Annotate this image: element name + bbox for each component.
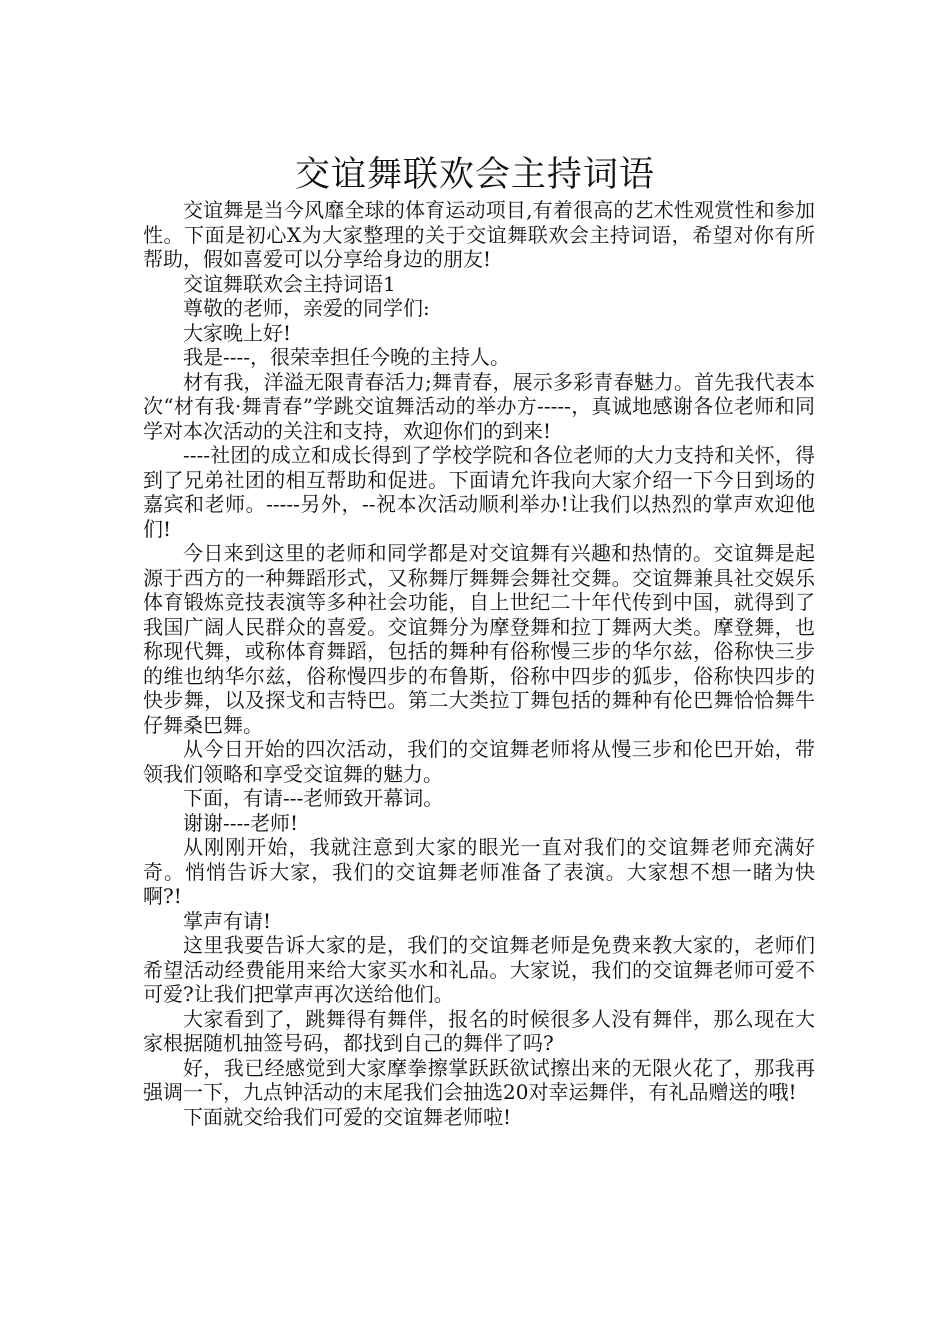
paragraph: 掌声有请! [183, 908, 272, 933]
document-body [143, 198, 815, 1129]
paragraph: 下面就交给我们可爱的交谊舞老师啦! [183, 1104, 512, 1129]
paragraph: 从刚刚开始，我就注意到大家的眼光一直对我们的交谊舞老师充满好奇。悄悄告诉大家，我们的交谊舞老师准备了表演。大家想不想一睹为快啊?! [143, 835, 815, 908]
paragraph: 大家晚上好! [183, 320, 292, 345]
paragraph: 我是----，很荣幸担任今晚的主持人。 [183, 345, 511, 369]
paragraph: 交谊舞是当今风靡全球的体育运动项目,有着很高的艺术性观赏性和参加性。下面是初心X为大家整理的关于交谊舞联欢会主持词语，希望对你有所帮助，假如喜爱可以分享给身边的朋友! [143, 198, 815, 271]
paragraph: 下面，有请---老师致开幕词。 [183, 786, 444, 810]
document-title: 交谊舞联欢会主持词语 [294, 155, 655, 196]
paragraph: 谢谢----老师! [183, 810, 299, 835]
paragraph: 材有我，洋溢无限青春活力;舞青春，展示多彩青春魅力。首先我代表本次“材有我·舞青春”学跳交谊舞活动的举办方-----，真诚地感谢各位老师和同学对本次活动的关注和支持，欢迎你们的到来! [143, 369, 815, 443]
paragraph: 尊敬的老师，亲爱的同学们: [183, 296, 430, 320]
paragraph: 从今日开始的四次活动，我们的交谊舞老师将从慢三步和伦巴开始，带领我们领略和享受交谊舞的魅力。 [143, 737, 815, 786]
paragraph: 这里我要告诉大家的是，我们的交谊舞老师是免费来教大家的，老师们希望活动经费能用来给大家买水和礼品。大家说，我们的交谊舞老师可爱不可爱?让我们把掌声再次送给他们。 [143, 933, 815, 1006]
paragraph: 交谊舞联欢会主持词语1 [183, 271, 396, 296]
paragraph: ----社团的成立和成长得到了学校学院和各位老师的大力支持和关怀，得到了兄弟社团的相互帮助和促进。下面请允许我向大家介绍一下今日到场的嘉宾和老师。-----另外，--祝本次活动顺利举办!让我们以热烈的掌声欢迎他们! [143, 443, 815, 541]
paragraph: 今日来到这里的老师和同学都是对交谊舞有兴趣和热情的。交谊舞是起源于西方的一种舞蹈形式，又称舞厅舞舞会舞社交舞。交谊舞兼具社交娱乐体育锻炼竞技表演等多种社会功能，自上世纪二十年代传到中国，就得到了我国广阔人民群众的喜爱。交谊舞分为摩登舞和拉丁舞两大类。摩登舞，也称现代舞，或称体育舞蹈，包括的舞种有俗称慢三步的华尔兹，俗称快三步的维也纳华尔兹，俗称慢四步的布鲁斯，俗称中四步的狐步，俗称快四步的快步舞，以及探戈和吉特巴。第二大类拉丁舞包括的舞种有伦巴舞恰恰舞牛仔舞桑巴舞。 [143, 541, 815, 737]
paragraph: 好，我已经感觉到大家摩拳擦掌跃跃欲试擦出来的无限火花了，那我再强调一下，九点钟活动的末尾我们会抽选20对幸运舞伴，有礼品赠送的哦! [143, 1055, 815, 1104]
paragraph: 大家看到了，跳舞得有舞伴，报名的时候很多人没有舞伴，那么现在大家根据随机抽签号码，都找到自己的舞伴了吗? [143, 1006, 815, 1055]
